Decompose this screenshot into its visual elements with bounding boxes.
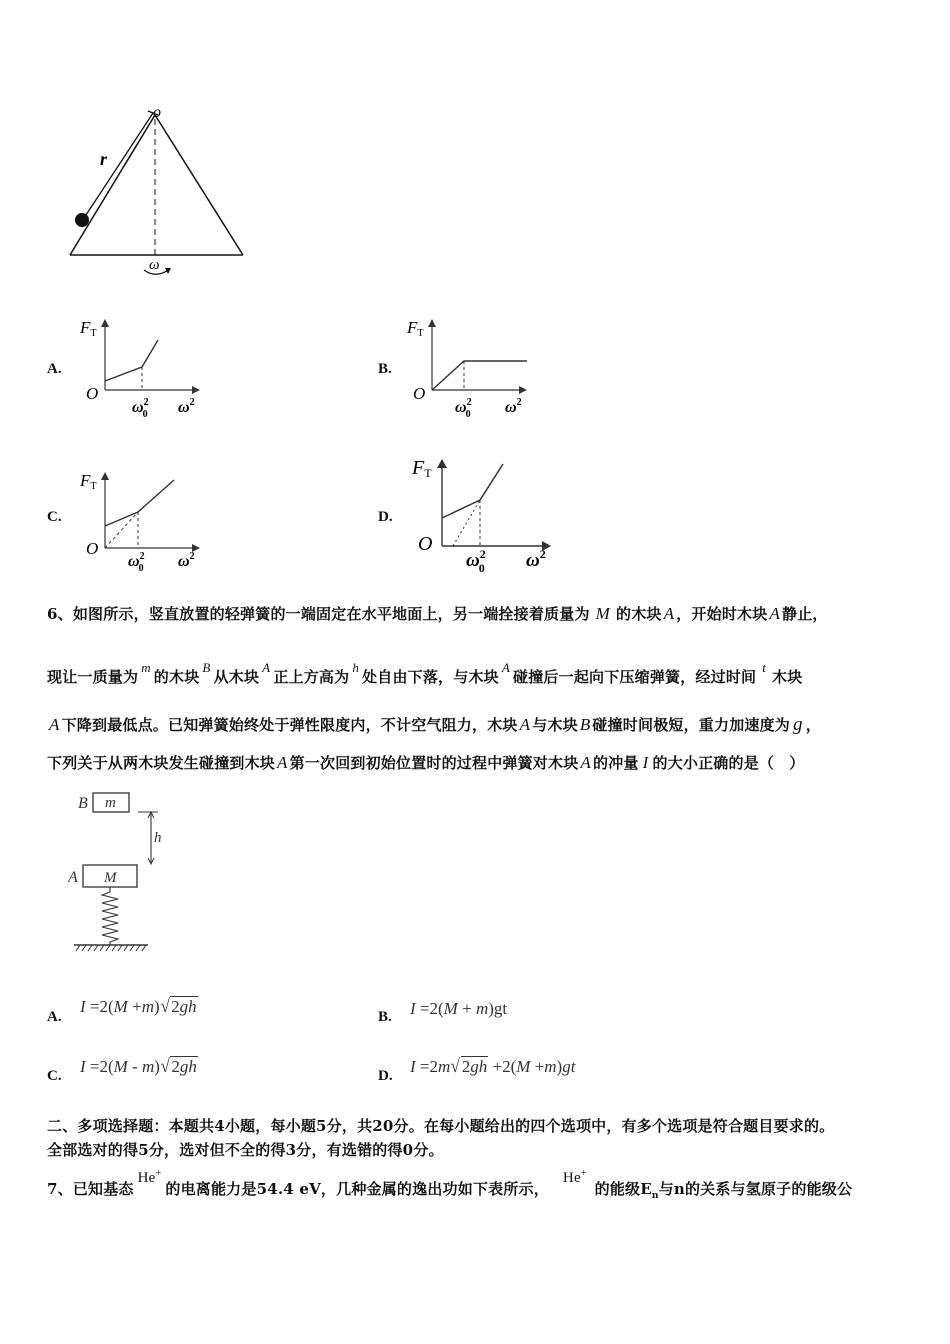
q5-option-c-label[interactable]: C. xyxy=(47,509,62,525)
spring-icon xyxy=(102,887,118,945)
q6-text: 正上方高为 xyxy=(273,668,350,686)
var-A: A xyxy=(262,660,271,675)
var-A: A xyxy=(580,753,592,772)
y-label: FT xyxy=(407,318,424,339)
q5-graph-b[interactable] xyxy=(405,315,535,420)
y-label: FT xyxy=(80,318,97,339)
q6-option-b-label[interactable]: B. xyxy=(378,1009,392,1025)
q6-text: 的木块 xyxy=(153,668,200,686)
q7-text: 7、已知基态 xyxy=(47,1180,134,1198)
energy-level-symbol: $E_n$ xyxy=(640,1180,659,1201)
x-axis-label: $\omega^2$ xyxy=(178,397,195,416)
q6-text: 6、如图所示，竖直放置的轻弹簧的一端固定在水平地面上，另一端拴接着质量为 xyxy=(47,605,590,623)
x-axis-label: $\omega^2$ xyxy=(178,551,195,570)
q6-line-1 xyxy=(47,603,828,624)
q6-text: 下列关于从两木块发生碰撞到木块 xyxy=(47,754,276,772)
label-A: A xyxy=(68,869,78,886)
label-omega: ω xyxy=(149,257,160,273)
spring-block-figure xyxy=(68,788,168,958)
q6-text: 木块 xyxy=(772,668,803,686)
origin-label: O xyxy=(86,539,99,558)
q6-option-d-label[interactable]: D. xyxy=(378,1068,393,1084)
section2-heading-line1: 二、多项选择题：本题共4小题，每小题5分，共20分。在每小题给出的四个选项中，有多个选项是符合题目要求的。 xyxy=(47,1117,835,1135)
var-M: M xyxy=(595,604,611,623)
x-axis-label: $\omega^2$ xyxy=(505,397,522,416)
cone-left-side xyxy=(70,115,155,255)
section2-heading-line2: 全部选对的得5分，选对但不全的得3分，有选错的得0分。 xyxy=(47,1141,444,1159)
y-axis-arrow-icon xyxy=(428,319,436,327)
ball xyxy=(75,213,89,227)
q6-option-c-formula[interactable]: I =2(M - m)√2gh xyxy=(80,1056,197,1077)
q6-text: 从木块 xyxy=(213,668,260,686)
q6-text: ， xyxy=(805,716,821,734)
label-h: h xyxy=(154,830,162,846)
y-label: FT xyxy=(80,471,97,492)
label-M: M xyxy=(104,870,117,886)
q6-text: 碰撞时间极短，重力加速度为 xyxy=(592,716,791,734)
ground-hatch xyxy=(76,945,146,951)
cone-figure xyxy=(60,105,260,285)
he-ion-1: He+ xyxy=(137,1168,162,1186)
q5-option-b-label[interactable]: B. xyxy=(378,361,392,377)
q5-option-a-label[interactable]: A. xyxy=(47,361,62,377)
var-A: A xyxy=(501,660,511,675)
origin-label: O xyxy=(418,533,433,555)
q6-option-c-label[interactable]: C. xyxy=(47,1068,62,1084)
q6-option-a-formula[interactable]: I =2(M +m)√2gh xyxy=(80,996,197,1017)
origin-label: O xyxy=(413,384,426,403)
x-axis-arrow-icon xyxy=(519,386,527,394)
var-h: h xyxy=(352,660,360,675)
q6-option-b-formula[interactable]: I =2(M + m)gt xyxy=(410,999,508,1018)
cone-right-side xyxy=(155,115,243,255)
var-t: t xyxy=(762,660,767,675)
graph-line xyxy=(442,464,503,518)
y-axis-arrow-icon xyxy=(437,459,447,468)
label-r: r xyxy=(100,149,108,169)
q5-graph-d[interactable] xyxy=(408,452,558,577)
var-g: g xyxy=(793,714,803,735)
q7-line-1 xyxy=(47,1168,853,1201)
tangent-dash xyxy=(105,512,138,548)
var-m: m xyxy=(141,660,151,675)
var-B: B xyxy=(202,660,211,675)
q6-text: ，开始时木块 xyxy=(676,605,768,623)
q6-text: 处自由下落，与木块 xyxy=(362,668,499,686)
var-I: I xyxy=(642,753,649,772)
q6-text: 现让一质量为 xyxy=(47,668,139,686)
q6-text: 的大小正确的是（ ） xyxy=(652,754,805,772)
x-tick-label: $\omega^2$ 0 xyxy=(466,547,486,575)
q6-line-3 xyxy=(47,714,821,736)
q6-option-a-label[interactable]: A. xyxy=(47,1009,62,1025)
string-line xyxy=(86,113,153,215)
x-tick-label: $\omega^2$ 0 xyxy=(455,397,472,420)
q6-text: 与木块 xyxy=(532,716,578,734)
q6-text: 碰撞后一起向下压缩弹簧，经过时间 xyxy=(513,668,757,686)
y-label: FT xyxy=(412,457,432,480)
x-axis-label: $\omega^2$ xyxy=(526,547,546,571)
var-A: A xyxy=(769,604,781,623)
q6-line-2 xyxy=(47,660,803,687)
var-A: A xyxy=(663,604,675,623)
q7-text: 与n的关系与氢原子的能级公 xyxy=(658,1180,853,1198)
origin-label: O xyxy=(86,384,99,403)
graph-line xyxy=(105,480,174,526)
q5-graph-a[interactable] xyxy=(78,315,208,420)
q6-text: 的木块 xyxy=(616,605,662,623)
label-o: o xyxy=(153,105,161,121)
x-axis-arrow-icon xyxy=(192,386,200,394)
x-tick-label: $\omega^2$ 0 xyxy=(132,397,149,420)
var-B: B xyxy=(579,715,591,734)
q6-text: 的冲量 xyxy=(593,754,639,772)
var-A: A xyxy=(277,753,288,772)
label-B: B xyxy=(78,795,88,812)
q7-text: 的能级 xyxy=(594,1180,641,1198)
var-A: A xyxy=(519,715,531,734)
var-A: A xyxy=(49,715,60,734)
graph-line xyxy=(432,361,527,390)
q6-text: 静止， xyxy=(782,605,828,623)
q6-text: 第一次回到初始位置时的过程中弹簧对木块 xyxy=(289,754,579,772)
q6-option-d-formula[interactable]: I =2m√2gh +2(M +m)gt xyxy=(410,1056,576,1077)
graph-line xyxy=(105,340,158,381)
q7-text: 的电离能力是54.4 eV，几种金属的逸出功如下表所示， xyxy=(165,1180,549,1198)
label-m: m xyxy=(105,795,116,811)
he-ion-2: He+ xyxy=(562,1168,587,1186)
x-tick-label: $\omega^2$ 0 xyxy=(128,551,145,573)
q5-graph-c[interactable] xyxy=(78,468,208,573)
q5-option-d-label[interactable]: D. xyxy=(378,509,393,525)
y-axis-arrow-icon xyxy=(101,472,109,480)
q6-line-4 xyxy=(47,752,805,773)
q6-text: 下降到最低点。已知弹簧始终处于弹性限度内，不计空气阻力，木块 xyxy=(61,716,518,734)
y-axis-arrow-icon xyxy=(101,319,109,327)
